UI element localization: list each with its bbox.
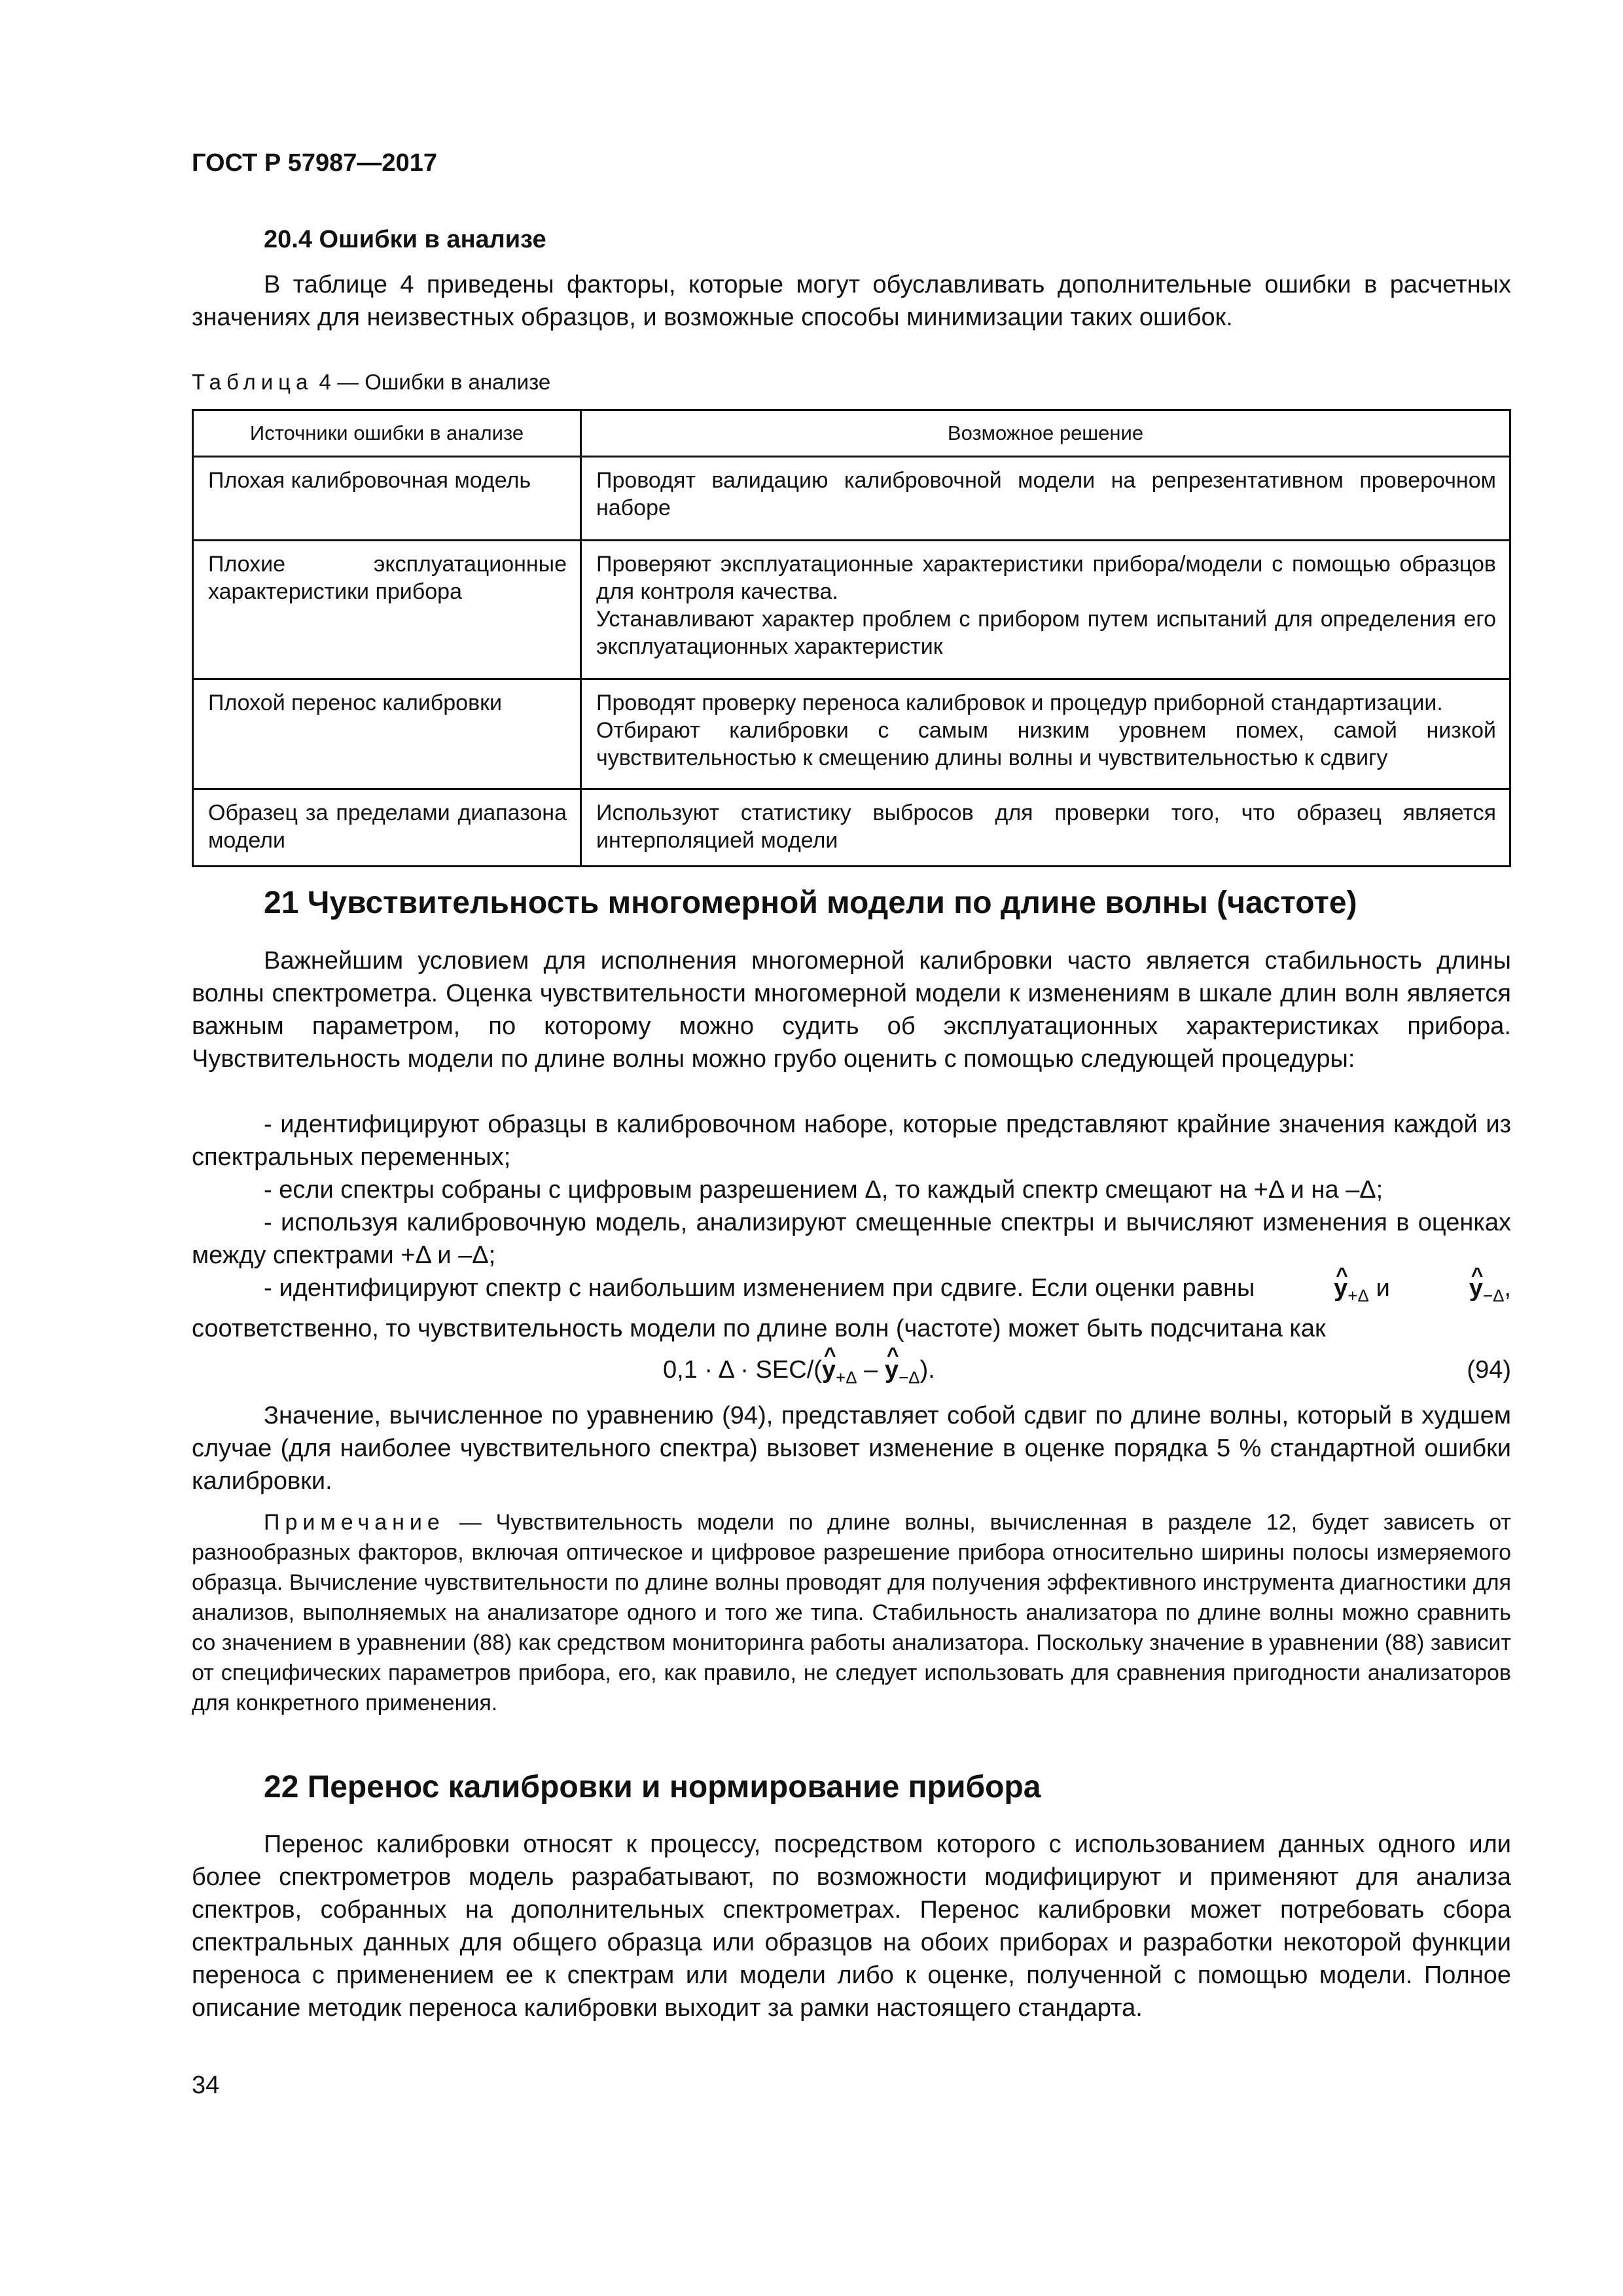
errors-table (192, 409, 1511, 867)
error-source: Образец за пределами диапазона модели (193, 789, 581, 867)
section-title-21: 21 Чувствительность многомерной модели по длине волны (частоте) (264, 886, 1357, 920)
section-21-paragraph: Важнейшим условием для исполнения многомерной калибровки часто является стабильность длины волны спектрометра. Оценка чувствительности многомерной модели к изменениям в шкале длин волн является важным параметром, по которому можно судить об эксплуатационных характеристиках прибора. Чувствительность модели по длине волны можно грубо оценить с помощью следующей процедуры: (192, 947, 1511, 1073)
header-source: Источники ошибки в анализе (193, 410, 581, 457)
equation-94 (192, 1356, 1511, 1393)
error-source: Плохая калибровочная модель (193, 457, 581, 541)
table-row (193, 457, 1510, 541)
subscript-minus-delta: −Δ (1482, 1285, 1505, 1306)
page-number: 34 (192, 2072, 220, 2099)
note-label: Примечание (264, 1510, 445, 1535)
formula-estimate-plus: ^ y (822, 1356, 836, 1384)
formula-end: ). (919, 1356, 935, 1384)
procedure-step-3: - используя калибровочную модель, анализируют смещенные спектры и вычисляют изменения в оценках между спектрами +Δ и –Δ; (192, 1209, 1511, 1269)
formula (663, 1356, 935, 1388)
document-header: ГОСТ Р 57987—2017 (192, 149, 437, 177)
error-solution: Проверяют эксплуатационные характеристики прибора/модели с помощью образцов для контроля качества. Устанавливают характер проблем с прибором путем испытаний для определения его эксплуатационных характеристик (581, 541, 1510, 679)
error-solution: Проводят валидацию калибровочной модели на репрезентативном проверочном наборе (581, 457, 1510, 541)
formula-estimate-minus: ^ y (885, 1356, 899, 1384)
error-solution: Проводят проверку переноса калибровок и процедур приборной стандартизации. Отбирают калибровки с самым низким уровнем помех, самой низкой чувствительностью к смещению длины волны и чувствительностью к сдвигу (581, 679, 1510, 789)
equation-number: (94) (1467, 1356, 1511, 1384)
procedure-step-2: - если спектры собраны с цифровым разрешением Δ, то каждый спектр смещают на +Δ и на –Δ; (264, 1176, 1383, 1204)
intro-paragraph: В таблице 4 приведены факторы, которые могут обуславливать дополнительные ошибки в расчетных значениях для неизвестных образцов, и возможные способы минимизации таких ошибок. (192, 271, 1511, 331)
note (192, 1507, 1511, 1718)
formula-subscript-plus: +Δ (836, 1367, 857, 1388)
table-header-row (193, 410, 1510, 457)
table-caption-text: 4 — Ошибки в анализе (313, 370, 551, 394)
procedure-step-1: - идентифицируют образцы в калибровочном наборе, которые представляют крайние значения каждой из спектральных переменных; (192, 1111, 1511, 1171)
formula-prefix: 0,1 · Δ · SEC/( (663, 1356, 822, 1384)
table-caption-label: Таблица (192, 370, 313, 394)
table-caption (192, 370, 550, 395)
formula-subscript-minus: −Δ (899, 1367, 920, 1388)
table-row (193, 789, 1510, 867)
step-4-text-b: , соответственно, то чувствительность модели по длине волн (частоте) может быть подсчитана как (192, 1274, 1512, 1342)
section-title-22: 22 Перенос калибровки и нормирование прибора (264, 1770, 1041, 1804)
estimate-minus: ^ y (1397, 1272, 1483, 1304)
step-4-and: и (1368, 1274, 1397, 1302)
note-text: — Чувствительность модели по длине волны, вычисленная в разделе 12, будет зависеть от разнообразных факторов, включая оптическое и цифровое разрешение прибора относительно ширины полосы измеряемого образца. Вычисление чувствительности по длине волны проводят для получения эффективного инструмента диагностики для анализов, выполняемых на анализаторе одного и того же типа. Стабильность анализатора по длине волны можно сравнить со значением в уравнении (88) как средством мониторинга работы анализатора. Поскольку значение в уравнении (88) зависит от специфических параметров прибора, его, как правило, не следует использовать для сравнения пригодности анализаторов для конкретного применения. (192, 1510, 1511, 1715)
error-solution: Используют статистику выбросов для проверки того, что образец является интерполяцией модели (581, 789, 1510, 867)
section-21-conclusion: Значение, вычисленное по уравнению (94), представляет собой сдвиг по длине волны, который в худшем случае (для наиболее чувствительного спектра) вызовет изменение в оценке порядка 5 % стандартной ошибки калибровки. (192, 1402, 1511, 1495)
error-source: Плохие эксплуатационные характеристики прибора (193, 541, 581, 679)
section-22-paragraph: Перенос калибровки относят к процессу, посредством которого с использованием данных одного или более спектрометров модель разрабатывают, по возможности модифицируют и применяют для анализа спектров, собранных на дополнительных спектрометрах. Перенос калибровки может потребовать сбора спектральных данных для общего образца или образцов на обоих приборах и разработки некоторой функции переноса с применением ее к спектрам или модели либо к оценке, полученной с помощью модели. Полное описание методик переноса калибровки выходит за рамки настоящего стандарта. (192, 1831, 1511, 2022)
error-source: Плохой перенос калибровки (193, 679, 581, 789)
estimate-plus: ^ y (1262, 1272, 1347, 1304)
table-row (193, 679, 1510, 789)
formula-minus: – (857, 1356, 885, 1384)
procedure-step-4 (192, 1272, 1511, 1345)
subsection-title-20-4: 20.4 Ошибки в анализе (264, 226, 546, 253)
header-solution: Возможное решение (581, 410, 1510, 457)
subscript-plus-delta: +Δ (1347, 1285, 1369, 1306)
table-row (193, 541, 1510, 679)
step-4-text-a: - идентифицируют спектр с наибольшим изменением при сдвиге. Если оценки равны (264, 1274, 1262, 1302)
